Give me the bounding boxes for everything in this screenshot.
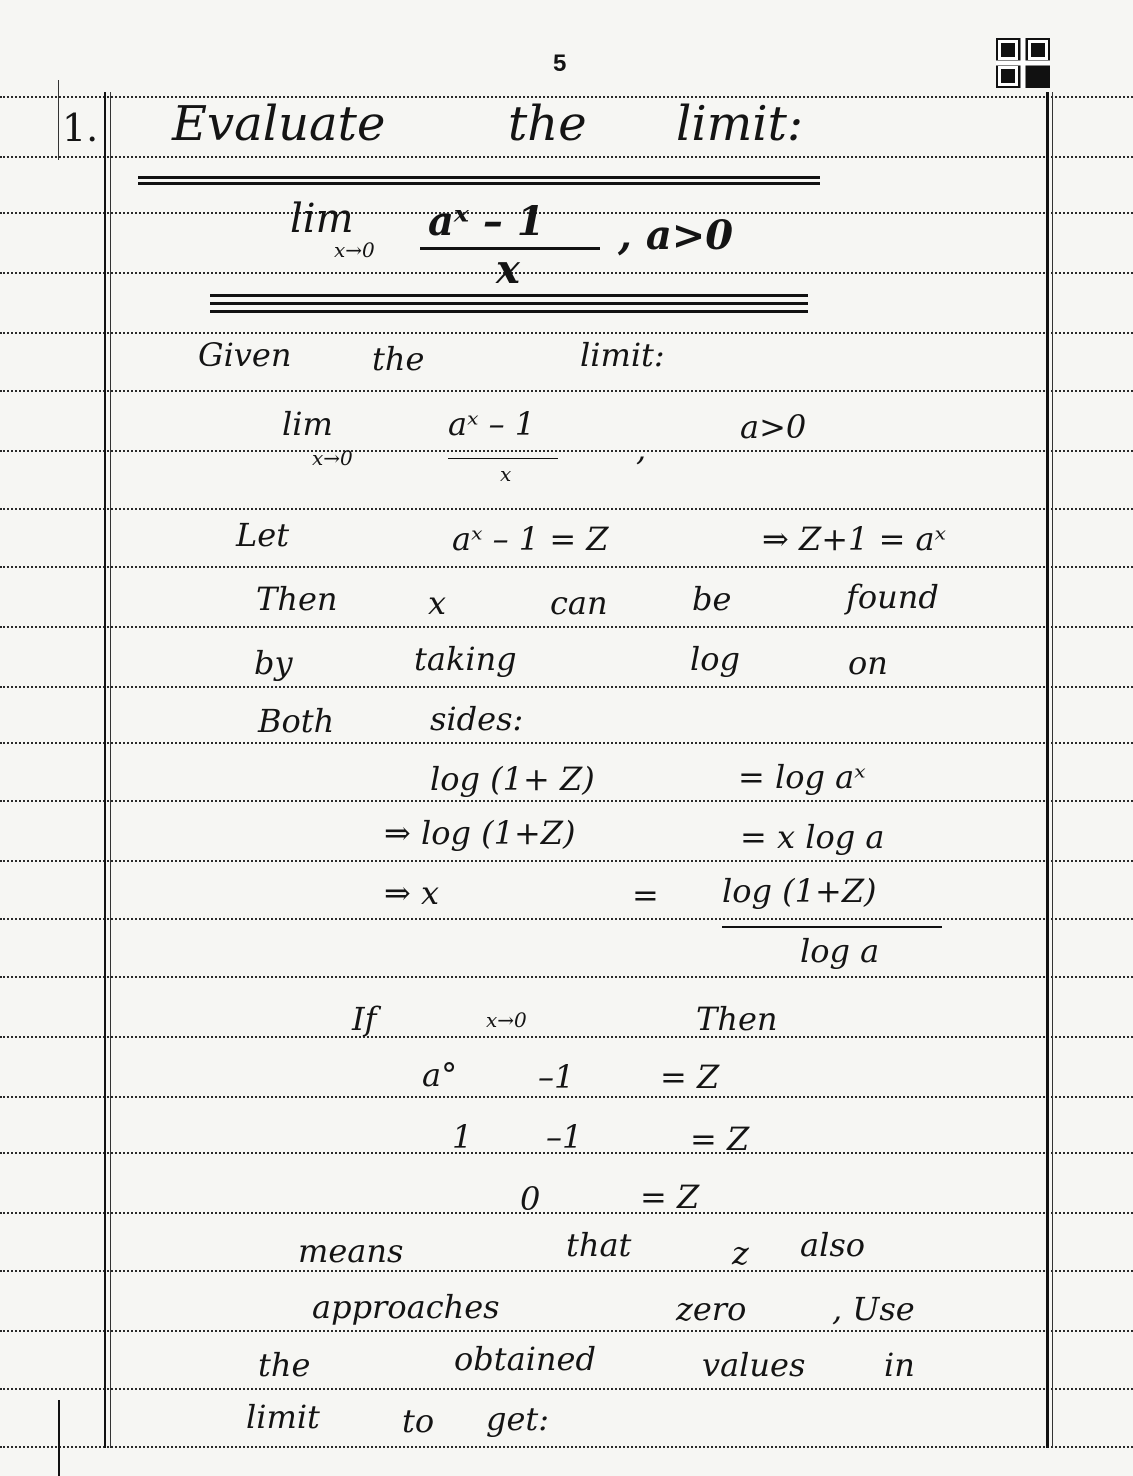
ruled-line <box>0 450 1133 452</box>
ruled-line <box>0 212 1133 214</box>
title-underline <box>138 176 820 179</box>
log1-lhs: log (1+ Z) <box>430 760 595 798</box>
if-condition: x→0 <box>486 1008 527 1032</box>
restate-denominator: x <box>500 462 512 486</box>
title-word-evaluate: Evaluate <box>172 96 386 152</box>
ruled-line <box>0 508 1133 510</box>
means-also: also <box>800 1226 865 1264</box>
ruled-line <box>0 1270 1133 1272</box>
final-to: to <box>402 1402 435 1440</box>
problem-underline <box>210 294 808 297</box>
then-found: found <box>846 578 939 616</box>
then-be: be <box>692 580 732 618</box>
ruled-line <box>0 976 1133 978</box>
then-can: can <box>550 584 608 622</box>
ruled-line <box>0 1212 1133 1214</box>
let-equation: aˣ – 1 = Z <box>452 520 609 558</box>
problem-denominator: x <box>496 246 520 293</box>
final-limit: limit <box>246 1398 320 1436</box>
ruled-line <box>0 1388 1133 1390</box>
restate-comma: , <box>636 430 647 468</box>
ruled-line <box>0 1446 1133 1448</box>
problem-condition: , a>0 <box>618 212 734 259</box>
log1-rhs: = log aˣ <box>738 758 866 796</box>
by-taking: taking <box>414 640 517 678</box>
obtained-the: the <box>258 1346 311 1384</box>
then-word: Then <box>256 580 338 618</box>
approaches-use: , Use <box>832 1290 915 1328</box>
log3-fraction-bar <box>722 926 942 928</box>
given-word: Given <box>198 336 292 374</box>
eval3-a: 0 <box>520 1180 541 1218</box>
log2-rhs: = x log a <box>740 818 885 856</box>
then-x: x <box>428 584 447 622</box>
right-border-line <box>1046 92 1049 1448</box>
restate-numerator: aˣ – 1 <box>448 405 536 443</box>
eval1-a: a° <box>422 1056 458 1094</box>
problem-underline-3 <box>210 310 808 313</box>
final-get: get: <box>486 1400 550 1438</box>
obtained-in: in <box>884 1346 915 1384</box>
question-number: 1. <box>62 106 99 150</box>
log3-eq: = <box>632 876 659 914</box>
restate-fraction-bar <box>448 458 558 459</box>
problem-lim-subscript: x→0 <box>334 238 375 262</box>
title-word-the: the <box>508 96 587 152</box>
problem-lim: lim <box>290 196 354 242</box>
qr-code-icon <box>996 38 1050 88</box>
title-word-limit: limit: <box>676 96 804 152</box>
let-implication: ⇒ Z+1 = aˣ <box>762 520 946 558</box>
obtained-values: values <box>702 1346 806 1384</box>
left-edge-mark-top <box>58 80 59 160</box>
log3-denominator: log a <box>800 932 880 970</box>
by-log: log <box>690 640 740 678</box>
restate-subscript: x→0 <box>312 446 353 470</box>
eval2-c: = Z <box>690 1120 750 1158</box>
eval3-c: = Z <box>640 1178 700 1216</box>
ruled-line <box>0 332 1133 334</box>
both-word: Both <box>258 702 335 740</box>
given-limit: limit: <box>580 336 665 374</box>
title-underline-2 <box>138 182 820 185</box>
means-z: z <box>732 1234 749 1272</box>
ruled-line <box>0 686 1133 688</box>
given-the: the <box>372 340 425 378</box>
ruled-line <box>0 626 1133 628</box>
by-word: by <box>254 644 293 682</box>
if-then: Then <box>696 1000 778 1038</box>
eval1-c: = Z <box>660 1058 720 1096</box>
ruled-line <box>0 272 1133 274</box>
restate-condition: a>0 <box>740 408 807 446</box>
obtained-word: obtained <box>454 1340 596 1378</box>
problem-underline-2 <box>210 302 808 305</box>
eval1-b: –1 <box>538 1058 575 1096</box>
log3-lhs: ⇒ x <box>384 874 440 912</box>
ruled-line <box>0 918 1133 920</box>
if-word: If <box>352 1000 377 1038</box>
approaches-word: approaches <box>312 1288 500 1326</box>
right-border-line-inner <box>1052 92 1053 1448</box>
ruled-line <box>0 1330 1133 1332</box>
log3-numerator: log (1+Z) <box>722 872 877 910</box>
left-edge-mark <box>58 1400 60 1476</box>
ruled-line <box>0 390 1133 392</box>
ruled-line <box>0 860 1133 862</box>
margin-line-inner <box>110 92 111 1448</box>
log2-lhs: ⇒ log (1+Z) <box>384 814 576 852</box>
problem-numerator: aˣ – 1 <box>428 198 545 245</box>
eval2-b: –1 <box>546 1118 583 1156</box>
ruled-line <box>0 156 1133 158</box>
page-number: 5 <box>553 50 567 77</box>
both-sides: sides: <box>430 700 524 738</box>
ruled-line <box>0 1096 1133 1098</box>
means-that: that <box>566 1226 632 1264</box>
restate-lim: lim <box>282 405 333 443</box>
ruled-line <box>0 566 1133 568</box>
let-word: Let <box>236 516 290 554</box>
ruled-line <box>0 742 1133 744</box>
approaches-zero: zero <box>676 1290 747 1328</box>
ruled-line <box>0 800 1133 802</box>
margin-line <box>104 92 106 1448</box>
ruled-line <box>0 1036 1133 1038</box>
eval2-a: 1 <box>452 1118 473 1156</box>
means-word: means <box>298 1232 404 1270</box>
by-on: on <box>848 644 888 682</box>
